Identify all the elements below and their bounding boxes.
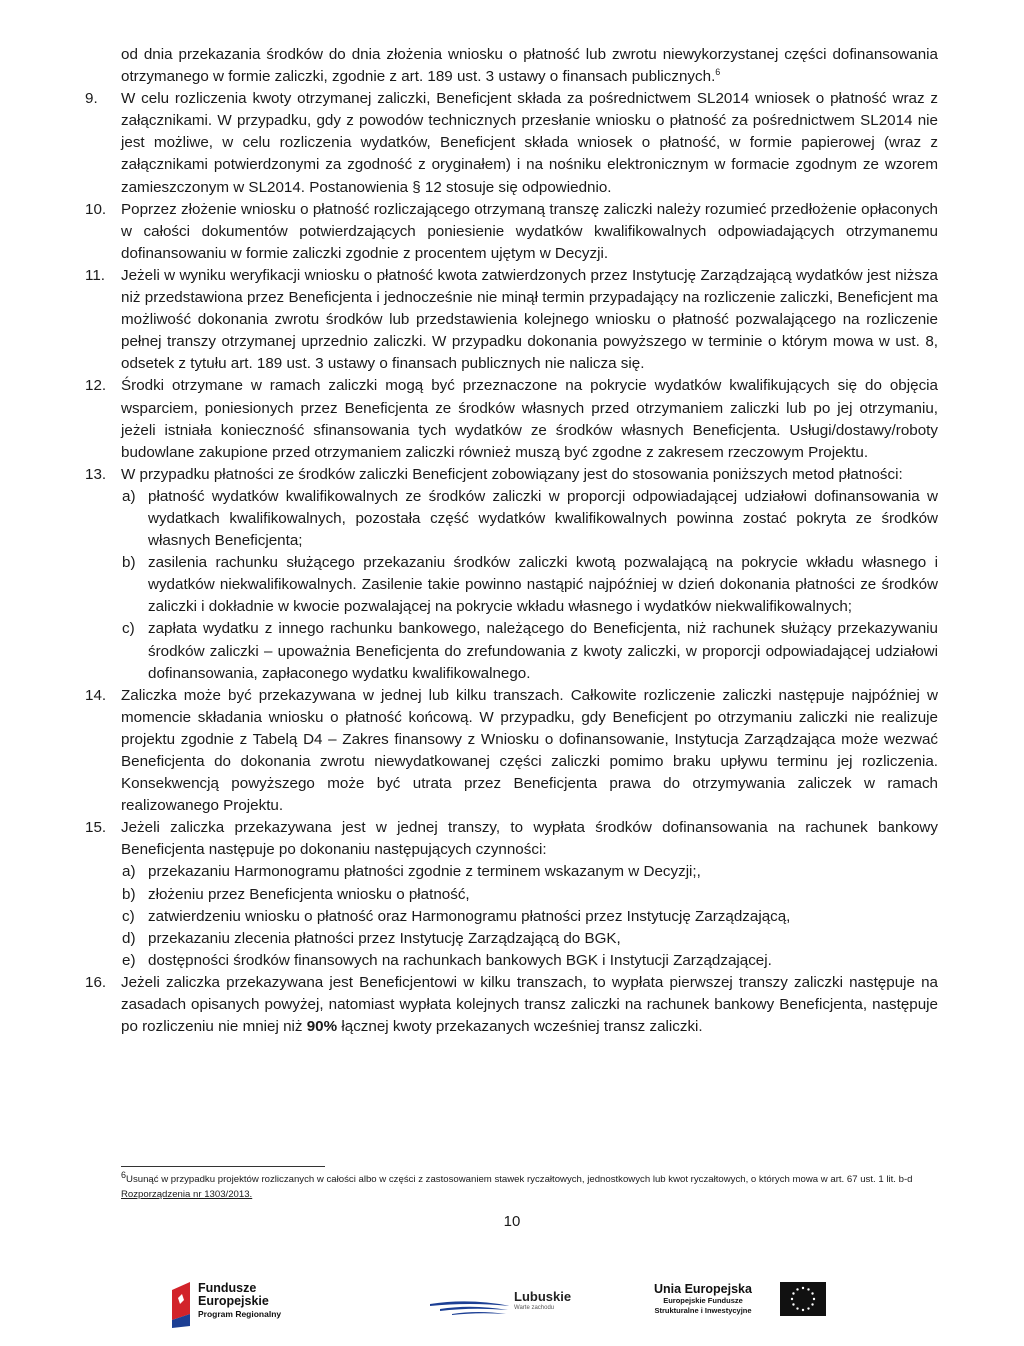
footnote (121, 1169, 966, 1202)
item-number: 13. (85, 465, 107, 483)
eu-star (802, 1309, 804, 1311)
eu-flag-icon (780, 1282, 826, 1316)
subitem-c (122, 618, 938, 684)
lubuskie-logo (430, 1284, 580, 1326)
subitem-text: zasilenia rachunku służącego przekazaniu środków zaliczki kwotą pozwalającą na pokrycie wkładu własnego i wydatków niekwalifikowalnych. Zasilenie takie powinno nastąpić najpóźniej w dzień dokonania płatności ze środków zaliczki i dokładnie w kwocie pozwalającej na pokrycie wkładu własnego i wydatków niekwalifikowalnych; (148, 554, 938, 616)
item-number: 15. (85, 819, 107, 837)
subitem-letter: c) (122, 620, 135, 638)
eu-star (807, 1307, 809, 1309)
subitem-letter: b) (122, 885, 136, 903)
subitem-letter: a) (122, 863, 136, 881)
item-text: W celu rozliczenia kwoty otrzymanej zaliczki, Beneficjent składa za pośrednictwem SL2014 wniosek o płatność wraz z załącznikami. W przypadku, gdy z powodów technicznych przesłanie wniosku o płatność za pośrednictwem SL2014 nie jest możliwe, w celu rozliczenia wydatków, Beneficjent składa wniosek o płatność, w formie papierowej (wraz z załącznikami potwierdzonymi za zgodność z oryginałem) i na nośniku elektronicznym w formacie zgodnym ze wzorem zamieszczonym w SL2014. Postanowienia § 12 stosuje się odpowiednio. (121, 90, 938, 196)
eu-star (807, 1288, 809, 1290)
fe-line2: Europejskie (198, 1294, 269, 1308)
item-text-after: łącznej kwoty przekazanych wcześniej transz zaliczki. (341, 1018, 703, 1036)
fe-line3: Program Regionalny (198, 1309, 282, 1319)
item-text: Poprzez złożenie wniosku o płatność rozliczającego otrzymaną transzę zaliczki należy rozumieć przedłożenie opłaconych w całości dokumentów potwierdzających poniesienie wydatków kwalifikowalnych odpowiadających otrzymanemu dofinansowaniu w formie zaliczki zgodnie z procentem ujętym w Decyzji. (121, 200, 938, 262)
intro-text: od dnia przekazania środków do dnia złożenia wniosku o płatność lub zwrotu niewykorzystanej części dofinansowania otrzymanego w formie zaliczki, zgodnie z art. 189 ust. 3 ustawy o finansach publicznych. (121, 46, 938, 86)
ue-text (628, 1282, 778, 1316)
item-11 (85, 265, 938, 375)
footnote-divider (121, 1166, 325, 1167)
eu-star (811, 1303, 813, 1305)
fe-flag-icon (170, 1280, 192, 1328)
item-16 (85, 972, 938, 1038)
subitem-e (122, 950, 938, 972)
eu-star (813, 1298, 815, 1300)
item-text: Jeżeli zaliczka przekazywana jest w jednej transzy, to wypłata środków dofinansowania na rachunek bankowy Beneficjenta następuje po dokonaniu następujących czynności: (121, 819, 938, 859)
footnote-marker: 6 (121, 1169, 127, 1180)
subitem-letter: e) (122, 951, 136, 969)
subitem-text: przekazaniu Harmonogramu płatności zgodnie z terminem wskazanym w Decyzji;, (148, 863, 701, 881)
item-text (121, 972, 938, 1038)
footnote-text: Usunąć w przypadku projektów rozliczanych w całości albo w części z zastosowaniem stawek ryczałtowych, jednostkowych lub kwot ryczałtowych, o których mowa w art. 67 ust. 1 lit. b-d (126, 1174, 913, 1185)
fe-line1: Fundusze (198, 1281, 257, 1295)
subitem-text: złożeniu przez Beneficjenta wniosku o płatność, (148, 885, 470, 903)
item-14 (85, 685, 938, 818)
subitem-c (122, 906, 938, 928)
subitem-letter: a) (122, 487, 136, 505)
item-text: Zaliczka może być przekazywana w jednej lub kilku transzach. Całkowite rozliczenie zaliczki następuje najpóźniej w momencie składania wniosku o płatność końcową. W przypadku, gdy Beneficjent po otrzymaniu zaliczki nie realizuje projektu zgodnie z Tabelą D4 – Zakres finansowy z Wniosku o dofinansowanie, Instytucja Zarządzająca może wezwać Beneficjenta do dokonania zwrotu niewydatkowanej części zaliczki pomimo braku upływu terminu jej rozliczenia. Konsekwencją powyższego może być utrata przez Beneficjenta prawa do otrzymywania zaliczek w ramach realizowanego Projektu. (121, 686, 938, 815)
subitem-letter: d) (122, 929, 136, 947)
ue-line3: Strukturalne i Inwestycyjne (654, 1306, 752, 1315)
subitem-b (122, 884, 938, 906)
subitem-text: zapłata wydatku z innego rachunku bankowego, należącego do Beneficjenta, niż rachunek służący przekazywaniu środków zaliczki – upoważnia Beneficjenta do zrefundowania z kwoty zaliczki, w proporcji odpowiadającej udziałowi dofinansowania, zapłaconego wydatku kwalifikowalnego. (148, 620, 938, 682)
lubuskie-name: Lubuskie (514, 1289, 572, 1304)
item-number: 12. (85, 377, 107, 395)
subitem-text: zatwierdzeniu wniosku o płatność oraz Harmonogramu płatności przez Instytucję Zarządzającą, (148, 907, 791, 925)
subitem-text: przekazaniu zlecenia płatności przez Instytucję Zarządzającą do BGK, (148, 929, 621, 947)
item-number: 10. (85, 200, 107, 218)
sublist (122, 486, 938, 685)
item-number: 9. (85, 90, 98, 108)
item-9 (85, 88, 938, 198)
eu-star (792, 1303, 794, 1305)
intro-paragraph (121, 44, 938, 88)
item-number: 14. (85, 686, 107, 704)
eu-star (796, 1288, 798, 1290)
item-number: 16. (85, 973, 107, 991)
document-body (85, 44, 938, 1038)
ue-line2: Europejskie Fundusze (663, 1296, 743, 1305)
item-number: 11. (85, 266, 105, 284)
item-text: Jeżeli w wyniku weryfikacji wniosku o płatność kwota zatwierdzonych przez Instytucję Zarządzającą wydatków jest niższa niż przedstawiona przez Beneficjenta i jednocześnie nie minął termin przypadający na rozliczenie zaliczki, Beneficjent ma możliwość dokonania zwrotu środków lub przedstawienia kolejnego wniosku o płatność pozwalającego na rozliczenie pełnej transzy otrzymanej uprzednio zaliczki. W przypadku dokonania powyższego w terminie o którym mowa w ust. 8, odsetek z tytułu art. 189 ust. 3 ustawy o finansach publicznych nie nalicza się. (121, 266, 938, 373)
footnote-ref: 6 (715, 67, 721, 78)
eu-star (811, 1292, 813, 1294)
fundusze-europejskie-logo (170, 1280, 320, 1332)
percent-value: 90% (306, 1018, 338, 1036)
ue-line1: Unia Europejska (654, 1282, 752, 1296)
subitem-letter: b) (122, 554, 136, 572)
item-15 (85, 817, 938, 972)
subitem-letter: c) (122, 907, 135, 925)
unia-europejska-logo (628, 1280, 864, 1336)
eu-star (796, 1307, 798, 1309)
subitem-text: płatność wydatków kwalifikowalnych ze środków zaliczki w proporcji odpowiadającej udziałowi dofinansowania w wydatkach kwalifikowalnych, pozostała część wydatków kwalifikowalnych powinna zostać pokryta ze środków własnych Beneficjenta; (148, 487, 938, 550)
lubuskie-tagline: Warte zachodu (514, 1305, 555, 1311)
footer-logos (0, 1280, 1024, 1340)
eu-star (802, 1287, 804, 1289)
subitem-a (122, 861, 938, 883)
footnote-link[interactable]: Rozporządzenia nr 1303/2013. (121, 1189, 253, 1200)
item-text: Środki otrzymane w ramach zaliczki mogą być przeznaczone na pokrycie wydatków kwalifikujących się do objęcia wsparciem, poniesionych przez Beneficjenta ze środków własnych przed otrzymaniem zaliczki lub po jej otrzymaniu, jeżeli istniała konieczność sfinansowania tych wydatków ze środków własnych Beneficjenta. Usługi/dostawy/roboty budowlane zakupione przed otrzymaniem zaliczki również muszą być zgodne z zakresem rzeczowym Projektu. (121, 377, 938, 461)
page-number: 10 (503, 1213, 521, 1230)
subitem-a (122, 486, 938, 552)
fe-text (198, 1282, 281, 1320)
lubuskie-swoosh-icon (430, 1290, 510, 1320)
item-12 (85, 375, 938, 463)
item-text-before: Jeżeli zaliczka przekazywana jest Beneficjentowi w kilku transzach, to wypłata pierwszej transzy zaliczki następuje na zasadach opisanych powyżej, natomiast wypłata kolejnych transz zaliczki na rachunek bankowy Beneficjenta, następuje po rozliczeniu nie mniej niż (121, 973, 938, 1036)
item-13 (85, 464, 938, 685)
subitem-d (122, 928, 938, 950)
subitem-b (122, 552, 938, 618)
eu-star (791, 1298, 793, 1300)
item-10 (85, 199, 938, 265)
sublist (122, 861, 938, 971)
eu-star (792, 1292, 794, 1294)
lubuskie-text (514, 1290, 571, 1312)
subitem-text: dostępności środków finansowych na rachunkach bankowych BGK i Instytucji Zarządzającej. (148, 951, 772, 969)
item-text: W przypadku płatności ze środków zaliczki Beneficjent zobowiązany jest do stosowania poniższych metod płatności: (121, 465, 903, 483)
